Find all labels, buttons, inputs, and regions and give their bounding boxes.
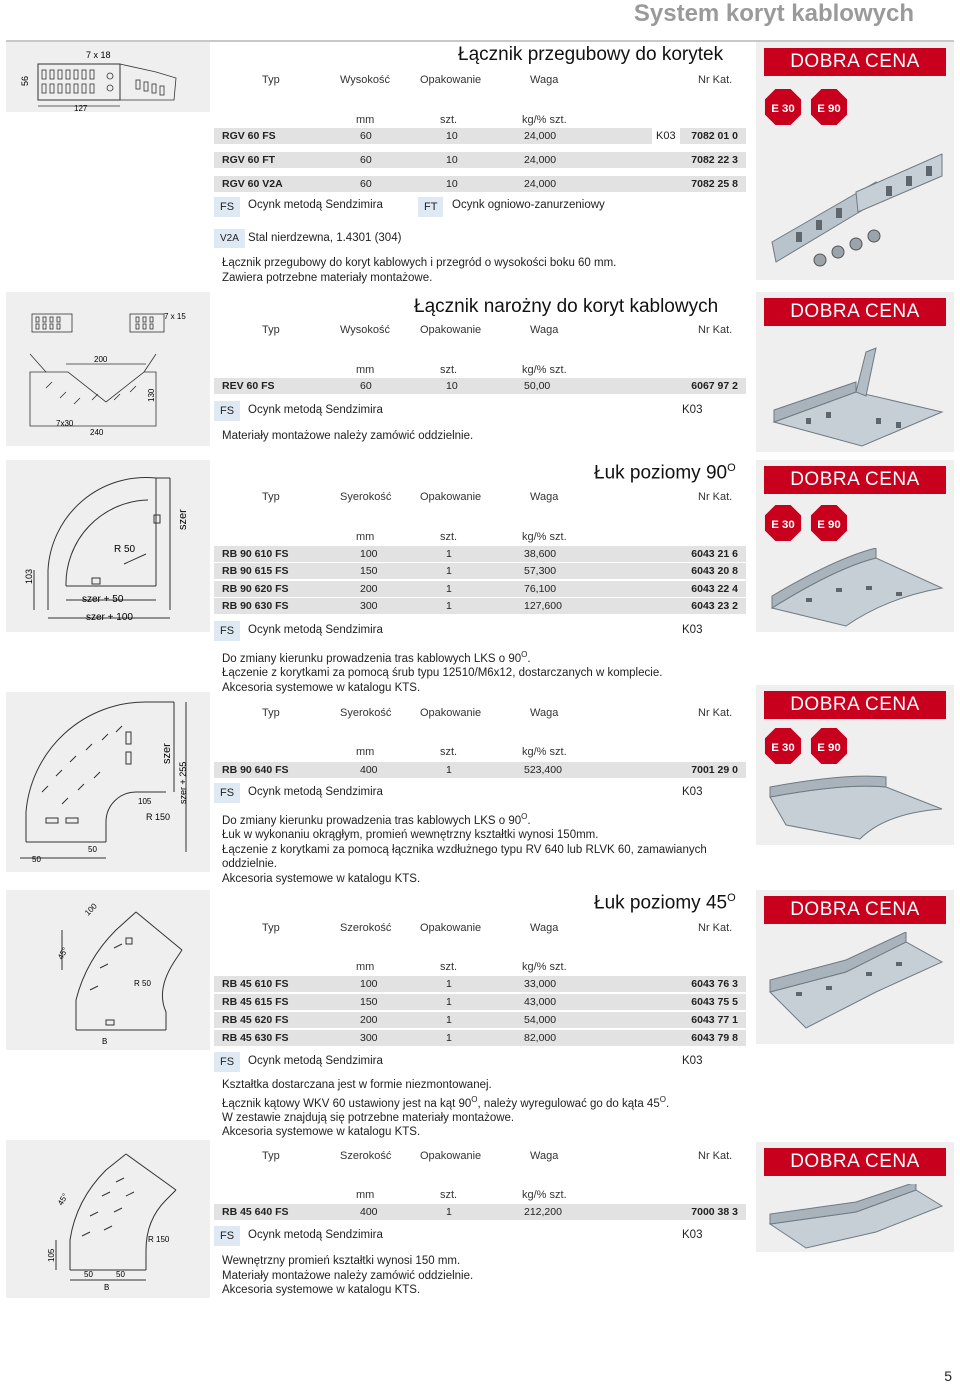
dim-szer255: szer + 255: [178, 761, 188, 804]
photo-section4: [756, 685, 954, 845]
unit-kg: kg/% szt.: [522, 1189, 567, 1201]
col-width: Szerokość: [340, 922, 392, 934]
unit-mm: mm: [356, 746, 375, 758]
unit-kg: kg/% szt.: [522, 531, 567, 543]
section2-title: Łącznik narożny do koryt kablowych: [414, 296, 719, 317]
bend-45-photo: [766, 932, 946, 1040]
dim-7x18: 7 x 18: [86, 50, 111, 60]
section1-notes: Łącznik przegubowy do koryt kablowych i przegród o wysokości boku 60 mm. Zawiera potrzebne materiały montażowe.: [222, 257, 617, 284]
col-width: Syerokość: [340, 491, 392, 503]
dim-45deg: 45°: [55, 1192, 70, 1207]
dim-7x15: 7 x 15: [164, 312, 186, 321]
hinge-connector-photo: [766, 132, 946, 272]
table-row: RGV 60 FS 60 10 24,000 K03 7082 01 0: [214, 128, 746, 144]
col-packaging: Opakowanie: [420, 922, 482, 934]
col-packaging: Opakowanie: [420, 707, 482, 719]
drawing-section6: [6, 1140, 210, 1298]
col-weight: Waga: [530, 324, 559, 336]
bend-90-round-photo: [766, 773, 946, 843]
unit-mm: mm: [356, 114, 375, 126]
good-price-badge: DOBRA CENA: [764, 466, 946, 494]
unit-kg: kg/% szt.: [522, 746, 567, 758]
k03-label: K03: [682, 624, 703, 636]
corner-connector-photo: [766, 342, 946, 450]
fire-e30-icon: [764, 88, 802, 126]
svg-text:E 30: E 30: [771, 741, 795, 754]
col-packaging: Opakowanie: [420, 1150, 482, 1162]
dim-130: 130: [147, 388, 156, 402]
dim-127: 127: [74, 104, 88, 112]
table-row: RB 45 610 FS 100 1 33,000 6043 76 3: [214, 976, 746, 992]
svg-text:E 90: E 90: [817, 102, 841, 115]
unit-szt: szt.: [440, 961, 458, 973]
v2a-legend: Stal nierdzewna, 1.4301 (304): [248, 232, 402, 244]
dim-szer100: szer + 100: [86, 612, 133, 623]
dim-7x30: 7x30: [56, 419, 74, 428]
col-packaging: Opakowanie: [420, 74, 482, 86]
k03-label: K03: [682, 1055, 703, 1067]
section3-notes: Do zmiany kierunku prowadzenia tras kablowych LKS o $90^O$. Łączenie z korytkami za pomocą śrub typu 12510/M6x12, dostarczanych w komplecie. Akcesoria systemowe w katalogu KTS.: [222, 650, 663, 694]
dim-100: 100: [83, 901, 99, 918]
dim-r50: R 50: [134, 979, 151, 988]
k03-label: K03: [682, 404, 703, 416]
v2a-tag: V2A: [214, 229, 245, 248]
fs-tag: FS: [214, 783, 240, 803]
fire-e90-icon: [810, 727, 848, 765]
fire-e90-icon: [810, 504, 848, 542]
unit-szt: szt.: [440, 114, 458, 126]
good-price-badge: DOBRA CENA: [764, 48, 946, 76]
table-row: RGV 60 V2A 60 10 24,000 7082 25 8: [214, 176, 746, 192]
unit-szt: szt.: [440, 746, 458, 758]
col-catalog: Nr Kat.: [698, 922, 733, 934]
col-height: Wysokość: [340, 74, 391, 86]
dim-r150: R 150: [146, 812, 171, 822]
good-price-badge: DOBRA CENA: [764, 691, 946, 719]
page-title: System koryt kablowych: [633, 0, 914, 27]
col-packaging: Opakowanie: [420, 491, 482, 503]
dim-r50: R 50: [114, 544, 136, 555]
svg-text:E 30: E 30: [771, 518, 795, 531]
table-row: REV 60 FS 60 10 50,00 6067 97 2: [214, 378, 746, 394]
unit-kg: kg/% szt.: [522, 961, 567, 973]
section5-notes: Kształtka dostarczana jest w formie niezmontowanej. Łącznik kątowy WKV 60 ustawiony jest na kąt $90^O$, należy wyregulować go do kąta $45^O$. W zestawie znajdują się potrzebne materiały montażowe. Akcesoria systemowe w katalogu KTS.: [222, 1079, 670, 1139]
section6-notes: Wewnętrzny promień kształtki wynosi 150 mm. Materiały montażowe należy zamówić oddzielnie. Akcesoria systemowe w katalogu KTS.: [222, 1255, 474, 1296]
drawing-section3: [6, 460, 210, 632]
table-row: RB 90 620 FS 200 1 76,100 6043 22 4: [214, 581, 746, 597]
hinge-connector-drawing: [6, 42, 210, 112]
table-row: RB 90 610 FS 100 1 38,600 6043 21 6: [214, 546, 746, 562]
col-weight: Waga: [530, 491, 559, 503]
dim-105: 105: [138, 797, 152, 806]
photo-section1: [756, 42, 954, 280]
corner-connector-drawing: [6, 292, 210, 446]
dim-50b: 50: [116, 1270, 125, 1279]
col-weight: Waga: [530, 922, 559, 934]
unit-szt: szt.: [440, 1189, 458, 1201]
col-weight: Waga: [530, 74, 559, 86]
col-weight: Waga: [530, 707, 559, 719]
fs-legend: Ocynk metodą Sendzimira: [248, 624, 383, 636]
k03-label: K03: [682, 786, 703, 798]
ft-legend: Ocynk ogniowo-zanurzeniowy: [452, 199, 605, 211]
dim-b: B: [104, 1283, 110, 1292]
dim-200: 200: [94, 355, 108, 364]
unit-szt: szt.: [440, 364, 458, 376]
dim-103: 103: [24, 568, 34, 584]
table-row: RB 90 615 FS 150 1 57,300 6043 20 8: [214, 563, 746, 579]
good-price-badge: DOBRA CENA: [764, 1148, 946, 1176]
col-catalog: Nr Kat.: [698, 324, 733, 336]
col-catalog: Nr Kat.: [698, 1150, 733, 1162]
fs-legend: Ocynk metodą Sendzimira: [248, 786, 383, 798]
table-row: RB 45 615 FS 150 1 43,000 6043 75 5: [214, 994, 746, 1010]
table-row: RB 45 640 FS 400 1 212,200 7000 38 3: [214, 1204, 746, 1220]
section4-notes: Do zmiany kierunku prowadzenia tras kablowych LKS o $90^O$. Łuk w wykonaniu okrągłym, promień wewnętrzny kształtki wynosi 150mm. Łączenie z korytkami za pomocą łącznika wzdłużnego typu RV 640 lub RLVK 60, zamawianych oddzielnie. Akcesoria systemowe w katalogu KTS.: [222, 812, 707, 885]
drawing-section2: [6, 292, 210, 446]
unit-mm: mm: [356, 961, 375, 973]
unit-mm: mm: [356, 531, 375, 543]
unit-kg: kg/% szt.: [522, 114, 567, 126]
col-catalog: Nr Kat.: [698, 707, 733, 719]
dim-240: 240: [90, 428, 104, 437]
col-packaging: Opakowanie: [420, 324, 482, 336]
dim-105: 105: [47, 1248, 56, 1262]
dim-szer: szer: [161, 743, 173, 764]
svg-text:E 30: E 30: [771, 102, 795, 115]
col-width: Syerokość: [340, 707, 392, 719]
section3-title: Łuk poziomy $90^O$: [594, 462, 736, 484]
bend-90-photo: [766, 548, 946, 630]
col-catalog: Nr Kat.: [698, 491, 733, 503]
unit-kg: kg/% szt.: [522, 364, 567, 376]
drawing-section4: [6, 692, 210, 872]
page-number: 5: [944, 1368, 952, 1384]
k03-label: K03: [682, 1229, 703, 1241]
col-height: Wysokość: [340, 324, 391, 336]
unit-mm: mm: [356, 364, 375, 376]
fs-tag: FS: [214, 401, 240, 421]
photo-section5: [756, 890, 954, 1044]
col-catalog: Nr Kat.: [698, 74, 733, 86]
bend-45-round-drawing: [6, 1140, 210, 1298]
fire-e90-icon: [810, 88, 848, 126]
bend-90-round-drawing: [6, 692, 210, 872]
dim-45deg: 45°: [55, 946, 70, 961]
dim-r150: R 150: [148, 1235, 170, 1244]
dim-b: B: [102, 1037, 108, 1046]
col-typ: Typ: [262, 707, 280, 719]
fs-legend: Ocynk metodą Sendzimira: [248, 404, 383, 416]
fs-legend: Ocynk metodą Sendzimira: [248, 199, 383, 211]
bend-45-round-photo: [766, 1184, 946, 1250]
fs-tag: FS: [214, 1052, 240, 1072]
fs-tag: FS: [214, 621, 240, 641]
bend-90-drawing: [6, 460, 210, 632]
dim-50b: 50: [88, 845, 97, 854]
photo-section6: [756, 1142, 954, 1252]
col-typ: Typ: [262, 922, 280, 934]
fs-legend: Ocynk metodą Sendzimira: [248, 1229, 383, 1241]
dim-szer50: szer + 50: [82, 594, 124, 605]
fire-e30-icon: [764, 504, 802, 542]
drawing-section5: [6, 890, 210, 1050]
table-row: RB 90 630 FS 300 1 127,600 6043 23 2: [214, 598, 746, 614]
table-row: RB 45 630 FS 300 1 82,000 6043 79 8: [214, 1030, 746, 1046]
dim-50a: 50: [32, 855, 41, 864]
col-width: Szerokość: [340, 1150, 392, 1162]
table-row: RB 45 620 FS 200 1 54,000 6043 77 1: [214, 1012, 746, 1028]
dim-56: 56: [20, 75, 30, 86]
fs-tag: FS: [214, 197, 240, 217]
photo-section3: [756, 460, 954, 632]
col-typ: Typ: [262, 1150, 280, 1162]
col-typ: Typ: [262, 324, 280, 336]
unit-szt: szt.: [440, 531, 458, 543]
section5-title: Łuk poziomy $45^O$: [594, 892, 736, 914]
table-row: RGV 60 FT 60 10 24,000 7082 22 3: [214, 152, 746, 168]
table-row: RB 90 640 FS 400 1 523,400 7001 29 0: [214, 762, 746, 778]
fire-e30-icon: [764, 727, 802, 765]
dim-szer: szer: [177, 509, 189, 530]
section2-notes: Materiały montażowe należy zamówić oddzielnie.: [222, 430, 474, 442]
good-price-badge: DOBRA CENA: [764, 896, 946, 924]
drawing-section1: [6, 42, 210, 112]
svg-text:E 90: E 90: [817, 518, 841, 531]
bend-45-drawing: [6, 890, 210, 1050]
svg-text:E 90: E 90: [817, 741, 841, 754]
good-price-badge: DOBRA CENA: [764, 298, 946, 326]
photo-section2: [756, 292, 954, 452]
fs-legend: Ocynk metodą Sendzimira: [248, 1055, 383, 1067]
fs-tag: FS: [214, 1226, 240, 1246]
col-typ: Typ: [262, 491, 280, 503]
dim-50a: 50: [84, 1270, 93, 1279]
ft-tag: FT: [418, 197, 443, 217]
section1-title: Łącznik przegubowy do korytek: [458, 44, 724, 65]
col-typ: Typ: [262, 74, 280, 86]
unit-mm: mm: [356, 1189, 375, 1201]
col-weight: Waga: [530, 1150, 559, 1162]
